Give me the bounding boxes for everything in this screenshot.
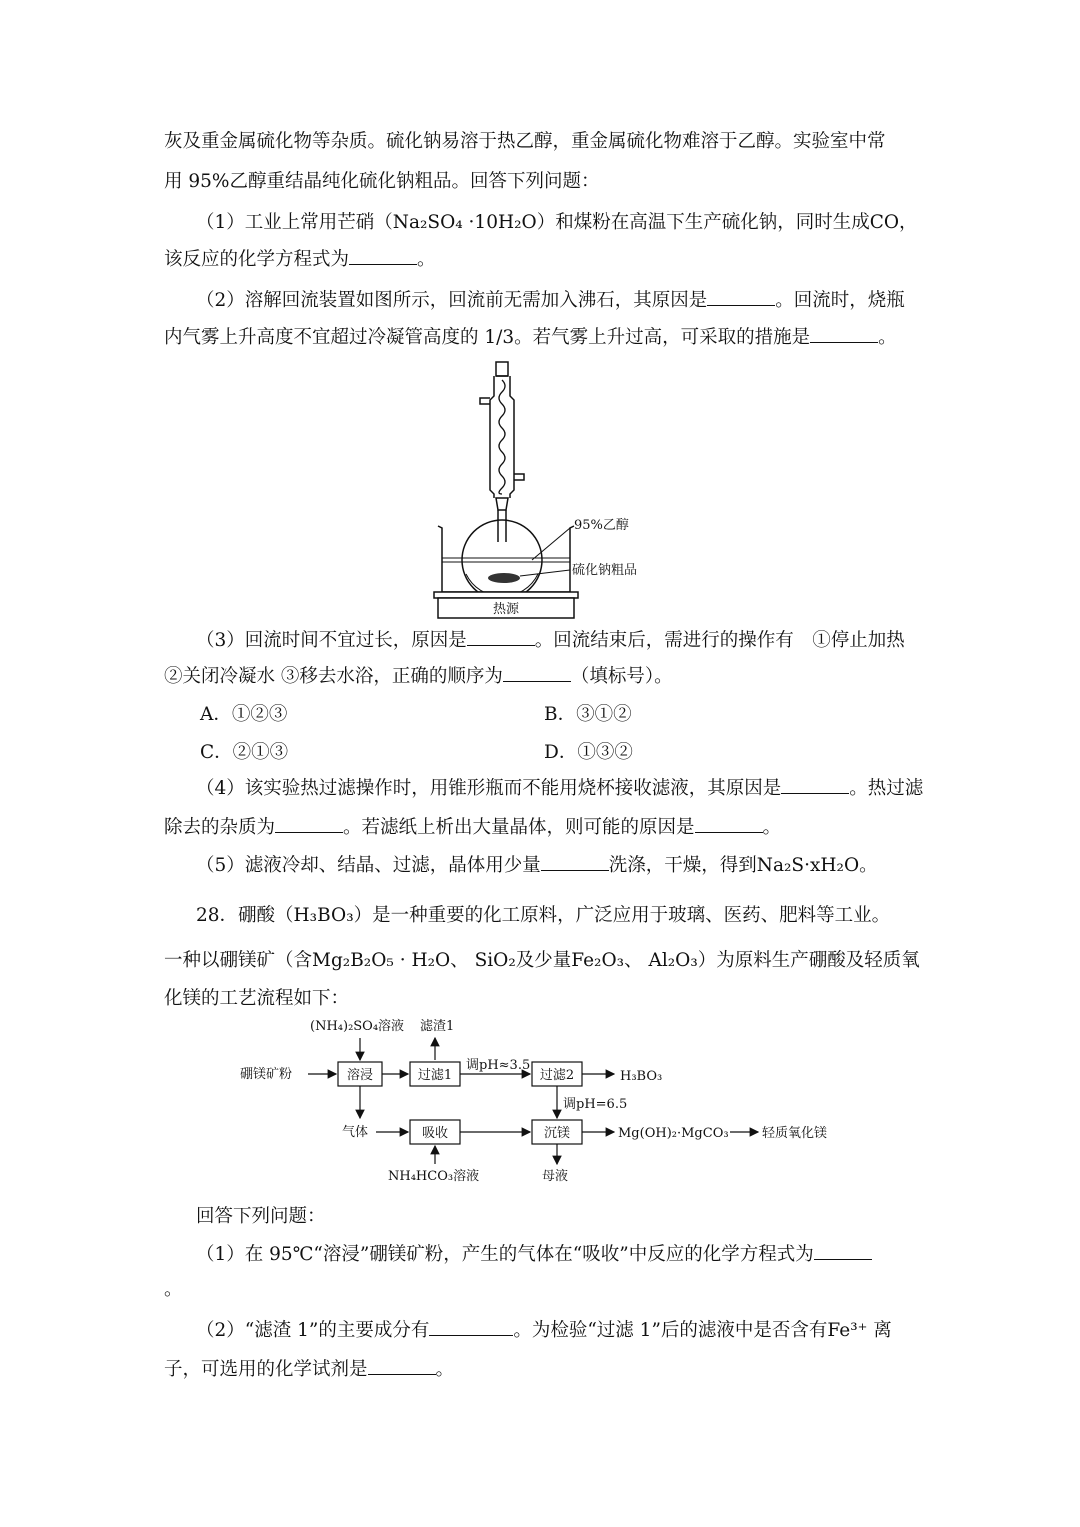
q3-text-b: 。回流结束后，需进行的操作有 ①停止加热 bbox=[534, 630, 905, 651]
q4-line-2 bbox=[164, 814, 781, 842]
q28-acid: H₃BO₃ bbox=[293, 905, 354, 926]
q28-sub-2-line-2 bbox=[164, 1356, 454, 1384]
q28-line-2 bbox=[164, 947, 920, 975]
flow-input-ammonium-sulfate: (NH₄)₂SO₄溶液 bbox=[310, 1019, 405, 1034]
q28-sub-1-end: 。 bbox=[164, 1279, 183, 1300]
flow-filter-1: 过滤1 bbox=[417, 1068, 453, 1083]
heat-source-label: 热源 bbox=[492, 602, 520, 617]
q3-option-c[interactable]: C．②①③ bbox=[200, 742, 289, 763]
q1-text-a: （1）工业上常用芒硝（ bbox=[196, 212, 393, 233]
q5-text-a: （5）滤液冷却、结晶、过滤，晶体用少量 bbox=[196, 855, 541, 876]
q5-line bbox=[196, 852, 878, 880]
q28-mineral: Mg₂B₂O₅ · H₂O bbox=[312, 950, 451, 971]
q28-sio2: SiO₂ bbox=[474, 950, 516, 971]
q1-line-1 bbox=[196, 209, 918, 237]
q4-line-1 bbox=[196, 775, 923, 803]
intro-line-1: 灰及重金属硫化物等杂质。硫化钠易溶于热乙醇，重金属硫化物难溶于乙醇。实验室中常 bbox=[164, 131, 886, 152]
q1-co: CO bbox=[869, 212, 900, 233]
q28-sub-2-text-l2: 子，可选用的化学试剂是 bbox=[164, 1359, 368, 1380]
q3-option-d[interactable]: D．①③② bbox=[544, 742, 633, 763]
flow-filter-2: 过滤2 bbox=[539, 1068, 575, 1083]
q4-answer-blank-2[interactable] bbox=[275, 814, 343, 833]
q2-end: 。 bbox=[878, 327, 897, 348]
q28-sub-1 bbox=[196, 1241, 872, 1269]
flow-precipitate-mg: 沉镁 bbox=[543, 1126, 571, 1141]
flow-absorb: 吸收 bbox=[421, 1126, 449, 1141]
q1-line-2 bbox=[164, 246, 436, 274]
q3-line-2 bbox=[164, 663, 673, 691]
ethanol-label: 95%乙醇 bbox=[574, 518, 629, 533]
q28-sub-2-answer-blank-2[interactable] bbox=[368, 1356, 436, 1375]
flow-ore: 硼镁矿粉 bbox=[240, 1067, 293, 1082]
reflux-apparatus-diagram bbox=[420, 360, 680, 620]
q28-text-b: ）是一种重要的化工原料，广泛应用于玻璃、医药、肥料等工业。 bbox=[353, 905, 891, 926]
flow-input-ammonium-bicarbonate: NH₄HCO₃溶液 bbox=[388, 1169, 480, 1184]
q3-option-a[interactable]: A．①②③ bbox=[200, 704, 288, 725]
flow-ph-2: 调pH=6.5 bbox=[563, 1097, 628, 1112]
q28-line-3: 化镁的工艺流程如下： bbox=[164, 988, 350, 1009]
q28-sub-2-answer-blank-1[interactable] bbox=[429, 1317, 513, 1336]
q28-sub-1-text: （1）在 95℃“溶浸”硼镁矿粉，产生的气体在“吸收”中反应的化学方程式为 bbox=[196, 1244, 814, 1265]
process-flow-diagram bbox=[230, 1014, 870, 1189]
q1-prompt: 该反应的化学方程式为 bbox=[164, 249, 350, 270]
q28-fe2o3: Fe₂O₃ bbox=[571, 950, 625, 971]
q28-sub-2-line-1 bbox=[196, 1317, 892, 1345]
flow-gas: 气体 bbox=[342, 1125, 369, 1140]
q2-line-2 bbox=[164, 324, 897, 352]
q4-text-a: （4）该实验热过滤操作时，用锥形瓶而不能用烧杯接收滤液，其原因是 bbox=[196, 778, 782, 799]
q3-text-l2a: ②关闭冷凝水 ③移去水浴，正确的顺序为 bbox=[164, 666, 503, 687]
crude-label: 硫化钠粗品 bbox=[572, 563, 638, 578]
q3-option-b[interactable]: B．③①② bbox=[544, 704, 632, 725]
q28-text-l2c: ）为原料生产硼酸及轻质氧 bbox=[697, 950, 920, 971]
q28-text-l2a: 一种以硼镁矿（含 bbox=[164, 950, 313, 971]
q2-answer-blank-2[interactable] bbox=[810, 324, 878, 343]
q28-sep-2: 、 bbox=[624, 950, 643, 971]
q5-answer-blank[interactable] bbox=[541, 852, 609, 871]
q28-text-l2b: 及少量 bbox=[515, 950, 572, 971]
q28-sub-1-answer-blank[interactable] bbox=[814, 1241, 872, 1260]
q28-text-a: 28．硼酸（ bbox=[196, 905, 294, 926]
q3-text-l2b: （填标号）。 bbox=[570, 666, 673, 687]
q2-text-a: （2）溶解回流装置如图所示，回流前无需加入沸石，其原因是 bbox=[196, 290, 708, 311]
q1-end: 。 bbox=[417, 249, 436, 270]
q5-end: 。 bbox=[859, 855, 878, 876]
flow-product-basic-mg-carbonate: Mg(OH)₂·MgCO₃ bbox=[618, 1126, 729, 1141]
flow-product-boric-acid: H₃BO₃ bbox=[620, 1069, 663, 1084]
q5-formula: Na₂S·xH₂O bbox=[756, 855, 860, 876]
q28-line-1 bbox=[196, 902, 890, 930]
flow-ph-1: 调pH≈3.5 bbox=[466, 1058, 531, 1073]
q1-answer-blank[interactable] bbox=[349, 246, 417, 265]
q5-text-b: 洗涤，干燥，得到 bbox=[608, 855, 757, 876]
q4-answer-blank-3[interactable] bbox=[695, 814, 763, 833]
q3-answer-blank-2[interactable] bbox=[503, 663, 571, 682]
flow-final-mgo: 轻质氧化镁 bbox=[762, 1126, 828, 1141]
q3-text-a: （3）回流时间不宜过长，原因是 bbox=[196, 630, 467, 651]
q2-text-b: 。回流时，烧瓶 bbox=[775, 290, 905, 311]
q4-text-l2b: 。若滤纸上析出大量晶体，则可能的原因是 bbox=[343, 817, 695, 838]
q1-formula: Na₂SO₄ ·10H₂O bbox=[392, 212, 537, 233]
intro-line-2: 用 95%乙醇重结晶纯化硫化钠粗品。回答下列问题： bbox=[164, 171, 600, 192]
q28-sep-1: 、 bbox=[450, 950, 469, 971]
q4-text-l2a: 除去的杂质为 bbox=[164, 817, 276, 838]
q2-line-1 bbox=[196, 287, 905, 315]
q28-sub-2-text-c: 离 bbox=[873, 1320, 892, 1341]
flow-residue-1: 滤渣1 bbox=[420, 1019, 455, 1034]
q2-answer-blank-1[interactable] bbox=[707, 287, 775, 306]
q3-answer-blank-1[interactable] bbox=[467, 627, 535, 646]
q4-end: 。 bbox=[762, 817, 782, 838]
q4-answer-blank-1[interactable] bbox=[781, 775, 849, 794]
q28-sub-2-fe3: Fe³⁺ bbox=[827, 1320, 868, 1341]
q28-sub-heading: 回答下列问题： bbox=[196, 1206, 326, 1227]
q4-text-b: 。热过滤 bbox=[849, 778, 924, 799]
flow-leach: 溶浸 bbox=[346, 1068, 374, 1083]
q28-al2o3: Al₂O₃ bbox=[648, 950, 698, 971]
q28-sub-2-text-a: （2）“滤渣 1”的主要成分有 bbox=[196, 1320, 430, 1341]
q1-text-c: ， bbox=[899, 212, 918, 233]
q1-text-b: ）和煤粉在高温下生产硫化钠，同时生成 bbox=[536, 212, 870, 233]
q3-line-1 bbox=[196, 627, 905, 655]
flow-mother-liquor: 母液 bbox=[542, 1169, 569, 1184]
q28-sub-2-text-b: 。为检验“过滤 1”后的滤液中是否含有 bbox=[513, 1320, 828, 1341]
q2-text-l2: 内气雾上升高度不宜超过冷凝管高度的 1/3。若气雾上升过高，可采取的措施是 bbox=[164, 327, 811, 348]
q28-sub-2-end: 。 bbox=[435, 1359, 455, 1380]
